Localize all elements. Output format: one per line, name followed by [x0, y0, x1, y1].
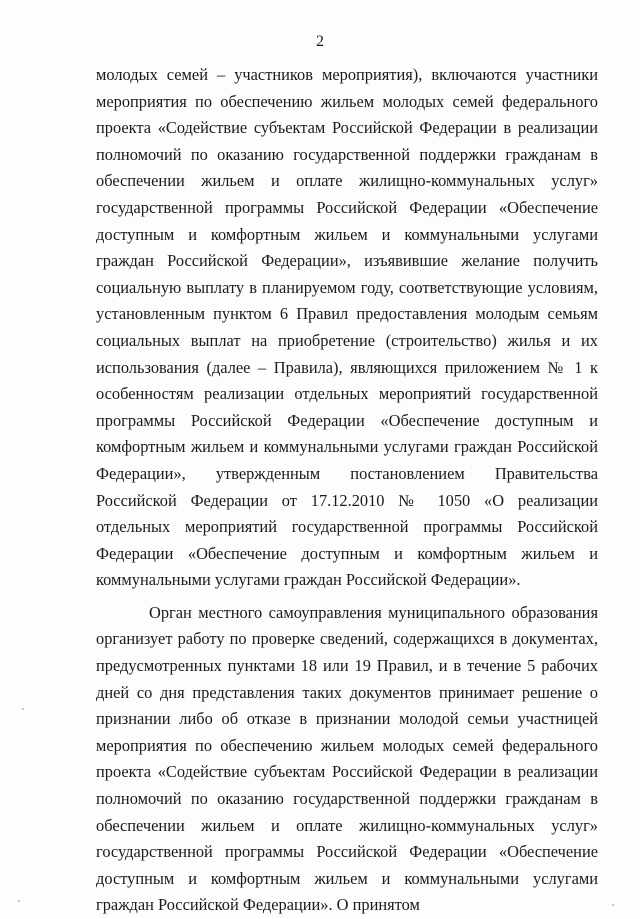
paragraph-continuation: молодых семей – участников мероприятия), включаются участники мероприятия по обеспечению жильем молодых семей федерального проекта «Содействие субъектам Российской Федерации в реализации полномочий по оказанию государственной поддержки гражданам в обеспечении жильем и оплате жилищно-коммунальных услуг» государственной программы Российской Федерации «Обеспечение доступным и комфортным жильем и коммунальными услугами граждан Российской Федерации», изъявившие желание получить социальную выплату в планируемом году, соответствующие условиям, установленным пунктом 6 Правил предоставления молодым семьям социальных выплат на приобретение (строительство) жилья и их использования (далее – Правила), являющихся приложением № 1 к особенностям реализации отдельных мероприятий государственной программы Российской Федерации «Обеспечение доступным и комфортным жильем и коммунальными услугами граждан Российской Федерации», утвержденным постановлением Правительства Российской Федерации от 17.12.2010 № 1050 «О реализации отдельных мероприятий государственной программы Российской Федерации «Обеспечение доступным и комфортным жильем и коммунальными услугами граждан Российской Федерации».: [96, 65, 598, 590]
scan-speck: [18, 900, 20, 902]
scan-speck: [22, 708, 24, 710]
paragraph-organ: Орган местного самоуправления муниципального образования организует работу по проверке сведений, содержащихся в документах, предусмотренных пунктами 18 или 19 Правил, и в течение 5 рабочих дней со дня представления таких документов принимает решение о признании либо об отказе в признании молодой семьи участницей мероприятия по обеспечению жильем молодых семей федерального проекта «Содействие субъектам Российской Федерации в реализации полномочий по оказанию государственной поддержки гражданам в обеспечении жильем и оплате жилищно-коммунальных услуг» государственной программы Российской Федерации «Обеспечение доступным и комфортным жильем и коммунальными услугами граждан Российской Федерации». О принятом: [96, 602, 598, 915]
body-text: [96, 62, 598, 919]
scan-speck: [612, 904, 614, 906]
page-number: 2: [316, 33, 324, 50]
